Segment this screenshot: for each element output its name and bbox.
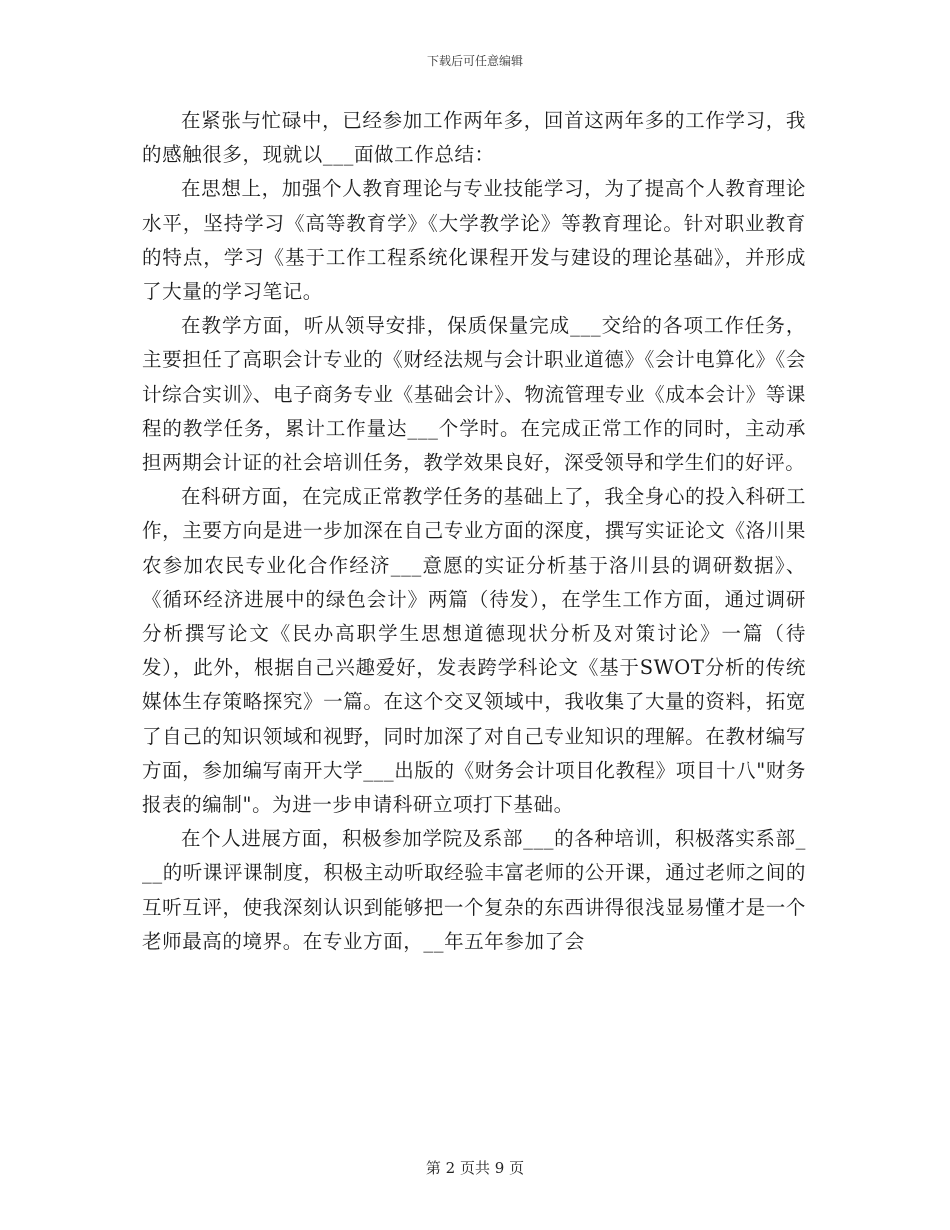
paragraph-research: 在科研方面，在完成正常教学任务的基础上了，我全身心的投入科研工作，主要方向是进一步加深在自己专业方面的深度，撰写实证论文《洛川果农参加农民专业化合作经济___意愿的实证分析基于洛川县的调研数据》、《循环经济进展中的绿色会计》两篇（待发），在学生工作方面，通过调研分析撰写论文《民办高职学生思想道德现状分析及对策讨论》一篇（待发），此外，根据自己兴趣爱好，发表跨学科论文《基于SWOT分析的传统媒体生存策略探究》一篇。在这个交叉领域中，我收集了大量的资料，拓宽了自己的知识领域和视野，同时加深了对自己专业知识的理解。在教材编写方面，参加编写南开大学___出版的《财务会计项目化教程》项目十八"财务报表的编制"。为进一步申请科研立项打下基础。 xyxy=(142,485,806,817)
page-footer: 第 2 页共 9 页 xyxy=(425,1159,525,1177)
page-header: 下载后可任意编辑 xyxy=(426,54,523,68)
paragraph-development: 在个人进展方面，积极参加学院及系部___的各种培训，积极落实系部___的听课评课制度，积极主动听取经验丰富老师的公开课，通过老师之间的互听互评，使我深刻认识到能够把一个复杂的东西讲得很浅显易懂才是一个老师最高的境界。在专业方面，__年五年参加了会 xyxy=(142,827,806,953)
document-body xyxy=(142,104,806,959)
paragraph-intro: 在紧张与忙碌中，已经参加工作两年多，回首这两年多的工作学习，我的感触很多，现就以___面做工作总结： xyxy=(142,109,806,167)
paragraph-thought: 在思想上，加强个人教育理论与专业技能学习，为了提高个人教育理论水平，坚持学习《高等教育学》《大学教学论》等教育理论。针对职业教育的特点，学习《基于工作工程系统化课程开发与建设的理论基础》，并形成了大量的学习笔记。 xyxy=(142,177,806,304)
paragraph-teaching: 在教学方面，听从领导安排，保质保量完成___交给的各项工作任务，主要担任了高职会计专业的《财经法规与会计职业道德》《会计电算化》《会计综合实训》、电子商务专业《基础会计》、物流管理专业《成本会计》等课程的教学任务，累计工作量达___个学时。在完成正常工作的同时，主动承担两期会计证的社会培训任务，教学效果良好，深受领导和学生们的好评。 xyxy=(142,314,806,475)
